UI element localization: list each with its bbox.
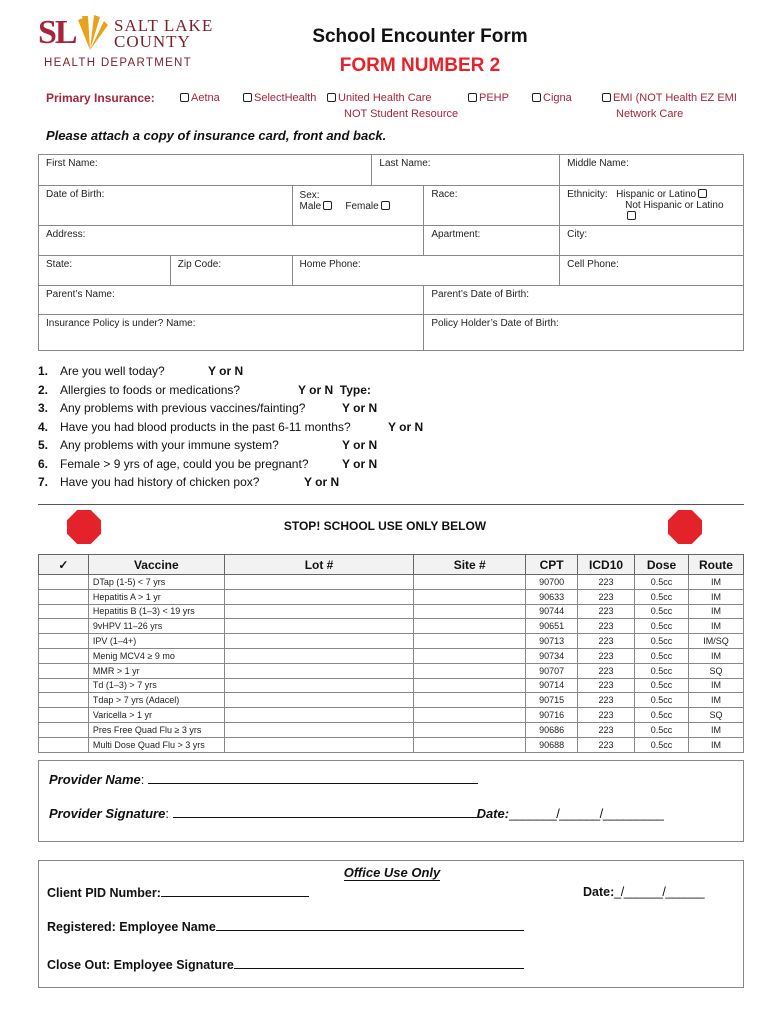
vaccine-table-header (39, 555, 744, 575)
logo-mark: SL (38, 14, 76, 51)
insurance-note-student: NOT Student Resource (344, 108, 459, 120)
check-cell[interactable] (39, 604, 89, 619)
check-cell[interactable] (39, 693, 89, 708)
lot-column-header: Lot # (224, 555, 414, 575)
vaccine-row (39, 604, 744, 619)
lot-cell[interactable] (224, 678, 414, 693)
cpt-cell: 90716 (526, 708, 578, 723)
form-title: School Encounter Form (312, 26, 528, 47)
home-phone-field[interactable]: Home Phone: (292, 256, 560, 286)
icd10-cell: 223 (578, 648, 635, 663)
question-item: 7. Have you had history of chicken pox? Y or N (38, 475, 340, 489)
lot-cell[interactable] (224, 634, 414, 649)
icd10-cell: 223 (578, 575, 635, 590)
dose-cell: 0.5cc (635, 737, 689, 752)
checkbox-icon[interactable] (468, 93, 477, 102)
insurance-option-aetna[interactable]: Aetna (178, 92, 220, 104)
lot-cell[interactable] (224, 589, 414, 604)
checkbox-icon[interactable] (627, 211, 636, 220)
cpt-cell: 90633 (526, 589, 578, 604)
closeout-row: Close Out: Employee Signature (47, 957, 524, 972)
question-item: 5. Any problems with your immune system? Y or N (38, 438, 378, 452)
patient-info-table (38, 154, 744, 351)
vaccine-name-cell: Varicella > 1 yr (88, 708, 224, 723)
icd10-cell: 223 (578, 722, 635, 737)
dose-cell: 0.5cc (635, 663, 689, 678)
route-cell: IM (688, 575, 743, 590)
route-cell: IM (688, 619, 743, 634)
lot-cell[interactable] (224, 648, 414, 663)
site-cell[interactable] (414, 663, 526, 678)
parent-name-field[interactable]: Parent’s Name: (39, 286, 424, 315)
check-cell[interactable] (39, 663, 89, 678)
logo-line1: SALT LAKE (114, 16, 214, 35)
vaccine-name-cell: MMR > 1 yr (88, 663, 224, 678)
vaccine-name-cell: Tdap > 7 yrs (Adacel) (88, 693, 224, 708)
icd10-cell: 223 (578, 589, 635, 604)
route-cell: IM (688, 693, 743, 708)
provider-signature-row: Provider Signature: Date:_______/______/_________ (49, 806, 664, 821)
question-item: 3. Any problems with previous vaccines/fainting? Y or N (38, 401, 378, 415)
icd10-cell: 223 (578, 663, 635, 678)
vaccine-row (39, 737, 744, 752)
client-pid-line[interactable] (161, 885, 309, 897)
lot-cell[interactable] (224, 604, 414, 619)
cpt-cell: 90714 (526, 678, 578, 693)
cpt-cell: 90688 (526, 737, 578, 752)
vaccine-row (39, 648, 744, 663)
lot-cell[interactable] (224, 575, 414, 590)
insurance-option-emi[interactable]: EMI (NOT Health EZ EMI (600, 92, 737, 104)
apartment-field[interactable]: Apartment: (424, 226, 560, 256)
vaccine-name-cell: 9vHPV 11–26 yrs (88, 619, 224, 634)
site-cell[interactable] (414, 737, 526, 752)
registered-row: Registered: Employee Name (47, 919, 524, 934)
icd10-cell: 223 (578, 619, 635, 634)
check-cell[interactable] (39, 708, 89, 723)
route-column-header: Route (688, 555, 743, 575)
checkbox-icon[interactable] (381, 201, 390, 210)
dose-cell: 0.5cc (635, 708, 689, 723)
cpt-cell: 90713 (526, 634, 578, 649)
state-field[interactable]: State: (39, 256, 171, 286)
check-cell[interactable] (39, 575, 89, 590)
logo-line2: COUNTY (114, 32, 191, 51)
vaccine-name-cell: DTap (1-5) < 7 yrs (88, 575, 224, 590)
insurance-note-network: Network Care (616, 108, 684, 120)
dose-cell: 0.5cc (635, 678, 689, 693)
dose-cell: 0.5cc (635, 634, 689, 649)
route-cell: IM (688, 648, 743, 663)
insurance-option-united[interactable]: United Health Care (325, 92, 432, 104)
route-cell: SQ (688, 708, 743, 723)
check-cell[interactable] (39, 619, 89, 634)
cpt-cell: 90715 (526, 693, 578, 708)
checkbox-icon[interactable] (602, 93, 611, 102)
site-cell[interactable] (414, 708, 526, 723)
cpt-cell: 90700 (526, 575, 578, 590)
logo-line3: HEALTH DEPARTMENT (44, 57, 192, 69)
checkbox-icon[interactable] (532, 93, 541, 102)
dose-cell: 0.5cc (635, 693, 689, 708)
check-cell[interactable] (39, 589, 89, 604)
icd10-column-header: ICD10 (578, 555, 635, 575)
site-cell[interactable] (414, 604, 526, 619)
closeout-line[interactable] (234, 957, 524, 969)
lot-cell[interactable] (224, 722, 414, 737)
question-item: 4. Have you had blood products in the past 6-11 months? Y or N (38, 419, 424, 434)
school-use-heading: STOP! SCHOOL USE ONLY BELOW (283, 519, 487, 533)
site-cell[interactable] (414, 693, 526, 708)
checkbox-icon[interactable] (323, 201, 332, 210)
cpt-cell: 90707 (526, 663, 578, 678)
vaccine-row (39, 708, 744, 723)
insurance-option-selecthealth[interactable]: SelectHealth (241, 92, 316, 104)
dob-field[interactable]: Date of Birth: (39, 186, 293, 226)
office-date-line[interactable]: _/______/______ (614, 885, 705, 899)
office-date-row: Date:_/______/______ (583, 885, 705, 899)
vaccine-row (39, 722, 744, 737)
sex-field[interactable]: Sex: Male Female (292, 186, 424, 226)
vaccine-name-cell: Td (1–3) > 7 yrs (88, 678, 224, 693)
office-use-title: Office Use Only (343, 865, 441, 880)
form-number: FORM NUMBER 2 (339, 55, 501, 76)
route-cell: IM (688, 604, 743, 619)
route-cell: IM/SQ (688, 634, 743, 649)
provider-date-line[interactable]: _______/______/_________ (509, 806, 664, 821)
cpt-cell: 90651 (526, 619, 578, 634)
race-field[interactable]: Race: (424, 186, 560, 226)
question-item: 1. Are you well today? Y or N (38, 364, 244, 378)
holder-dob-field[interactable]: Policy Holder’s Date of Birth: (424, 315, 744, 351)
ethnicity-field[interactable]: Ethnicity: Hispanic or Latino Not Hispanic or Latino (560, 186, 744, 226)
middle-name-field[interactable]: Middle Name: (560, 155, 744, 186)
vaccine-row (39, 678, 744, 693)
site-cell[interactable] (414, 722, 526, 737)
check-cell[interactable] (39, 722, 89, 737)
cpt-column-header: CPT (526, 555, 578, 575)
stop-sign-icon (668, 510, 702, 544)
checkbox-icon[interactable] (698, 189, 707, 198)
vaccine-name-cell: Hepatitis A > 1 yr (88, 589, 224, 604)
vaccine-row (39, 693, 744, 708)
provider-name-row: Provider Name: (49, 772, 478, 787)
cpt-cell: 90734 (526, 648, 578, 663)
route-cell: IM (688, 589, 743, 604)
address-field[interactable]: Address: (39, 226, 424, 256)
check-cell[interactable] (39, 648, 89, 663)
last-name-field[interactable]: Last Name: (372, 155, 560, 186)
check-cell[interactable] (39, 737, 89, 752)
icd10-cell: 223 (578, 737, 635, 752)
vaccine-table (38, 554, 744, 753)
vaccine-name-cell: Pres Free Quad Flu ≥ 3 yrs (88, 722, 224, 737)
policy-under-field[interactable]: Insurance Policy is under? Name: (39, 315, 424, 351)
provider-section (38, 760, 744, 842)
icd10-cell: 223 (578, 604, 635, 619)
cpt-cell: 90744 (526, 604, 578, 619)
site-column-header: Site # (414, 555, 526, 575)
checkbox-icon[interactable] (327, 93, 336, 102)
icd10-cell: 223 (578, 708, 635, 723)
stop-sign-icon (67, 510, 101, 544)
icd10-cell: 223 (578, 693, 635, 708)
site-cell[interactable] (414, 575, 526, 590)
vaccine-column-header: Vaccine (88, 555, 224, 575)
site-cell[interactable] (414, 648, 526, 663)
first-name-field[interactable]: First Name: (39, 155, 372, 186)
site-cell[interactable] (414, 589, 526, 604)
vaccine-name-cell: Menig MCV4 ≥ 9 mo (88, 648, 224, 663)
vaccine-row (39, 589, 744, 604)
provider-name-line[interactable] (148, 772, 478, 784)
route-cell: IM (688, 722, 743, 737)
cpt-cell: 90686 (526, 722, 578, 737)
check-column-header: ✓ (39, 555, 89, 575)
dose-cell: 0.5cc (635, 604, 689, 619)
icd10-cell: 223 (578, 634, 635, 649)
vaccine-row (39, 619, 744, 634)
dose-cell: 0.5cc (635, 722, 689, 737)
site-cell[interactable] (414, 678, 526, 693)
lot-cell[interactable] (224, 693, 414, 708)
checkbox-icon[interactable] (243, 93, 252, 102)
question-item: 2. Allergies to foods or medications? Y or N Type: (38, 382, 371, 397)
client-pid-row: Client PID Number: (47, 885, 309, 900)
registered-line[interactable] (216, 919, 524, 931)
route-cell: IM (688, 678, 743, 693)
cell-phone-field[interactable]: Cell Phone: (560, 256, 744, 286)
attach-card-note: Please attach a copy of insurance card, front and back. (46, 128, 387, 143)
vaccine-row (39, 663, 744, 678)
lot-cell[interactable] (224, 619, 414, 634)
lot-cell[interactable] (224, 737, 414, 752)
zip-field[interactable]: Zip Code: (170, 256, 292, 286)
dose-cell: 0.5cc (635, 589, 689, 604)
vaccine-row (39, 634, 744, 649)
check-cell[interactable] (39, 678, 89, 693)
provider-signature-line[interactable] (173, 806, 477, 818)
lot-cell[interactable] (224, 708, 414, 723)
icd10-cell: 223 (578, 678, 635, 693)
city-field[interactable]: City: (560, 226, 744, 256)
route-cell: SQ (688, 663, 743, 678)
vaccine-name-cell: Multi Dose Quad Flu > 3 yrs (88, 737, 224, 752)
lot-cell[interactable] (224, 663, 414, 678)
screening-questions (38, 362, 478, 492)
county-logo (38, 12, 218, 76)
check-cell[interactable] (39, 634, 89, 649)
dose-column-header: Dose (635, 555, 689, 575)
site-cell[interactable] (414, 634, 526, 649)
vaccine-name-cell: Hepatitis B (1–3) < 19 yrs (88, 604, 224, 619)
vaccine-row (39, 575, 744, 590)
dose-cell: 0.5cc (635, 619, 689, 634)
office-use-section (38, 860, 744, 988)
question-item: 6. Female > 9 yrs of age, could you be pregnant? Y or N (38, 456, 378, 471)
checkbox-icon[interactable] (180, 93, 189, 102)
dose-cell: 0.5cc (635, 648, 689, 663)
insurance-option-cigna[interactable]: Cigna (530, 92, 572, 104)
parent-dob-field[interactable]: Parent’s Date of Birth: (424, 286, 744, 315)
dose-cell: 0.5cc (635, 575, 689, 590)
insurance-option-pehp[interactable]: PEHP (466, 92, 509, 104)
route-cell: IM (688, 737, 743, 752)
primary-insurance-label: Primary Insurance: (46, 91, 155, 105)
vaccine-name-cell: IPV (1–4+) (88, 634, 224, 649)
site-cell[interactable] (414, 619, 526, 634)
divider (38, 504, 744, 505)
